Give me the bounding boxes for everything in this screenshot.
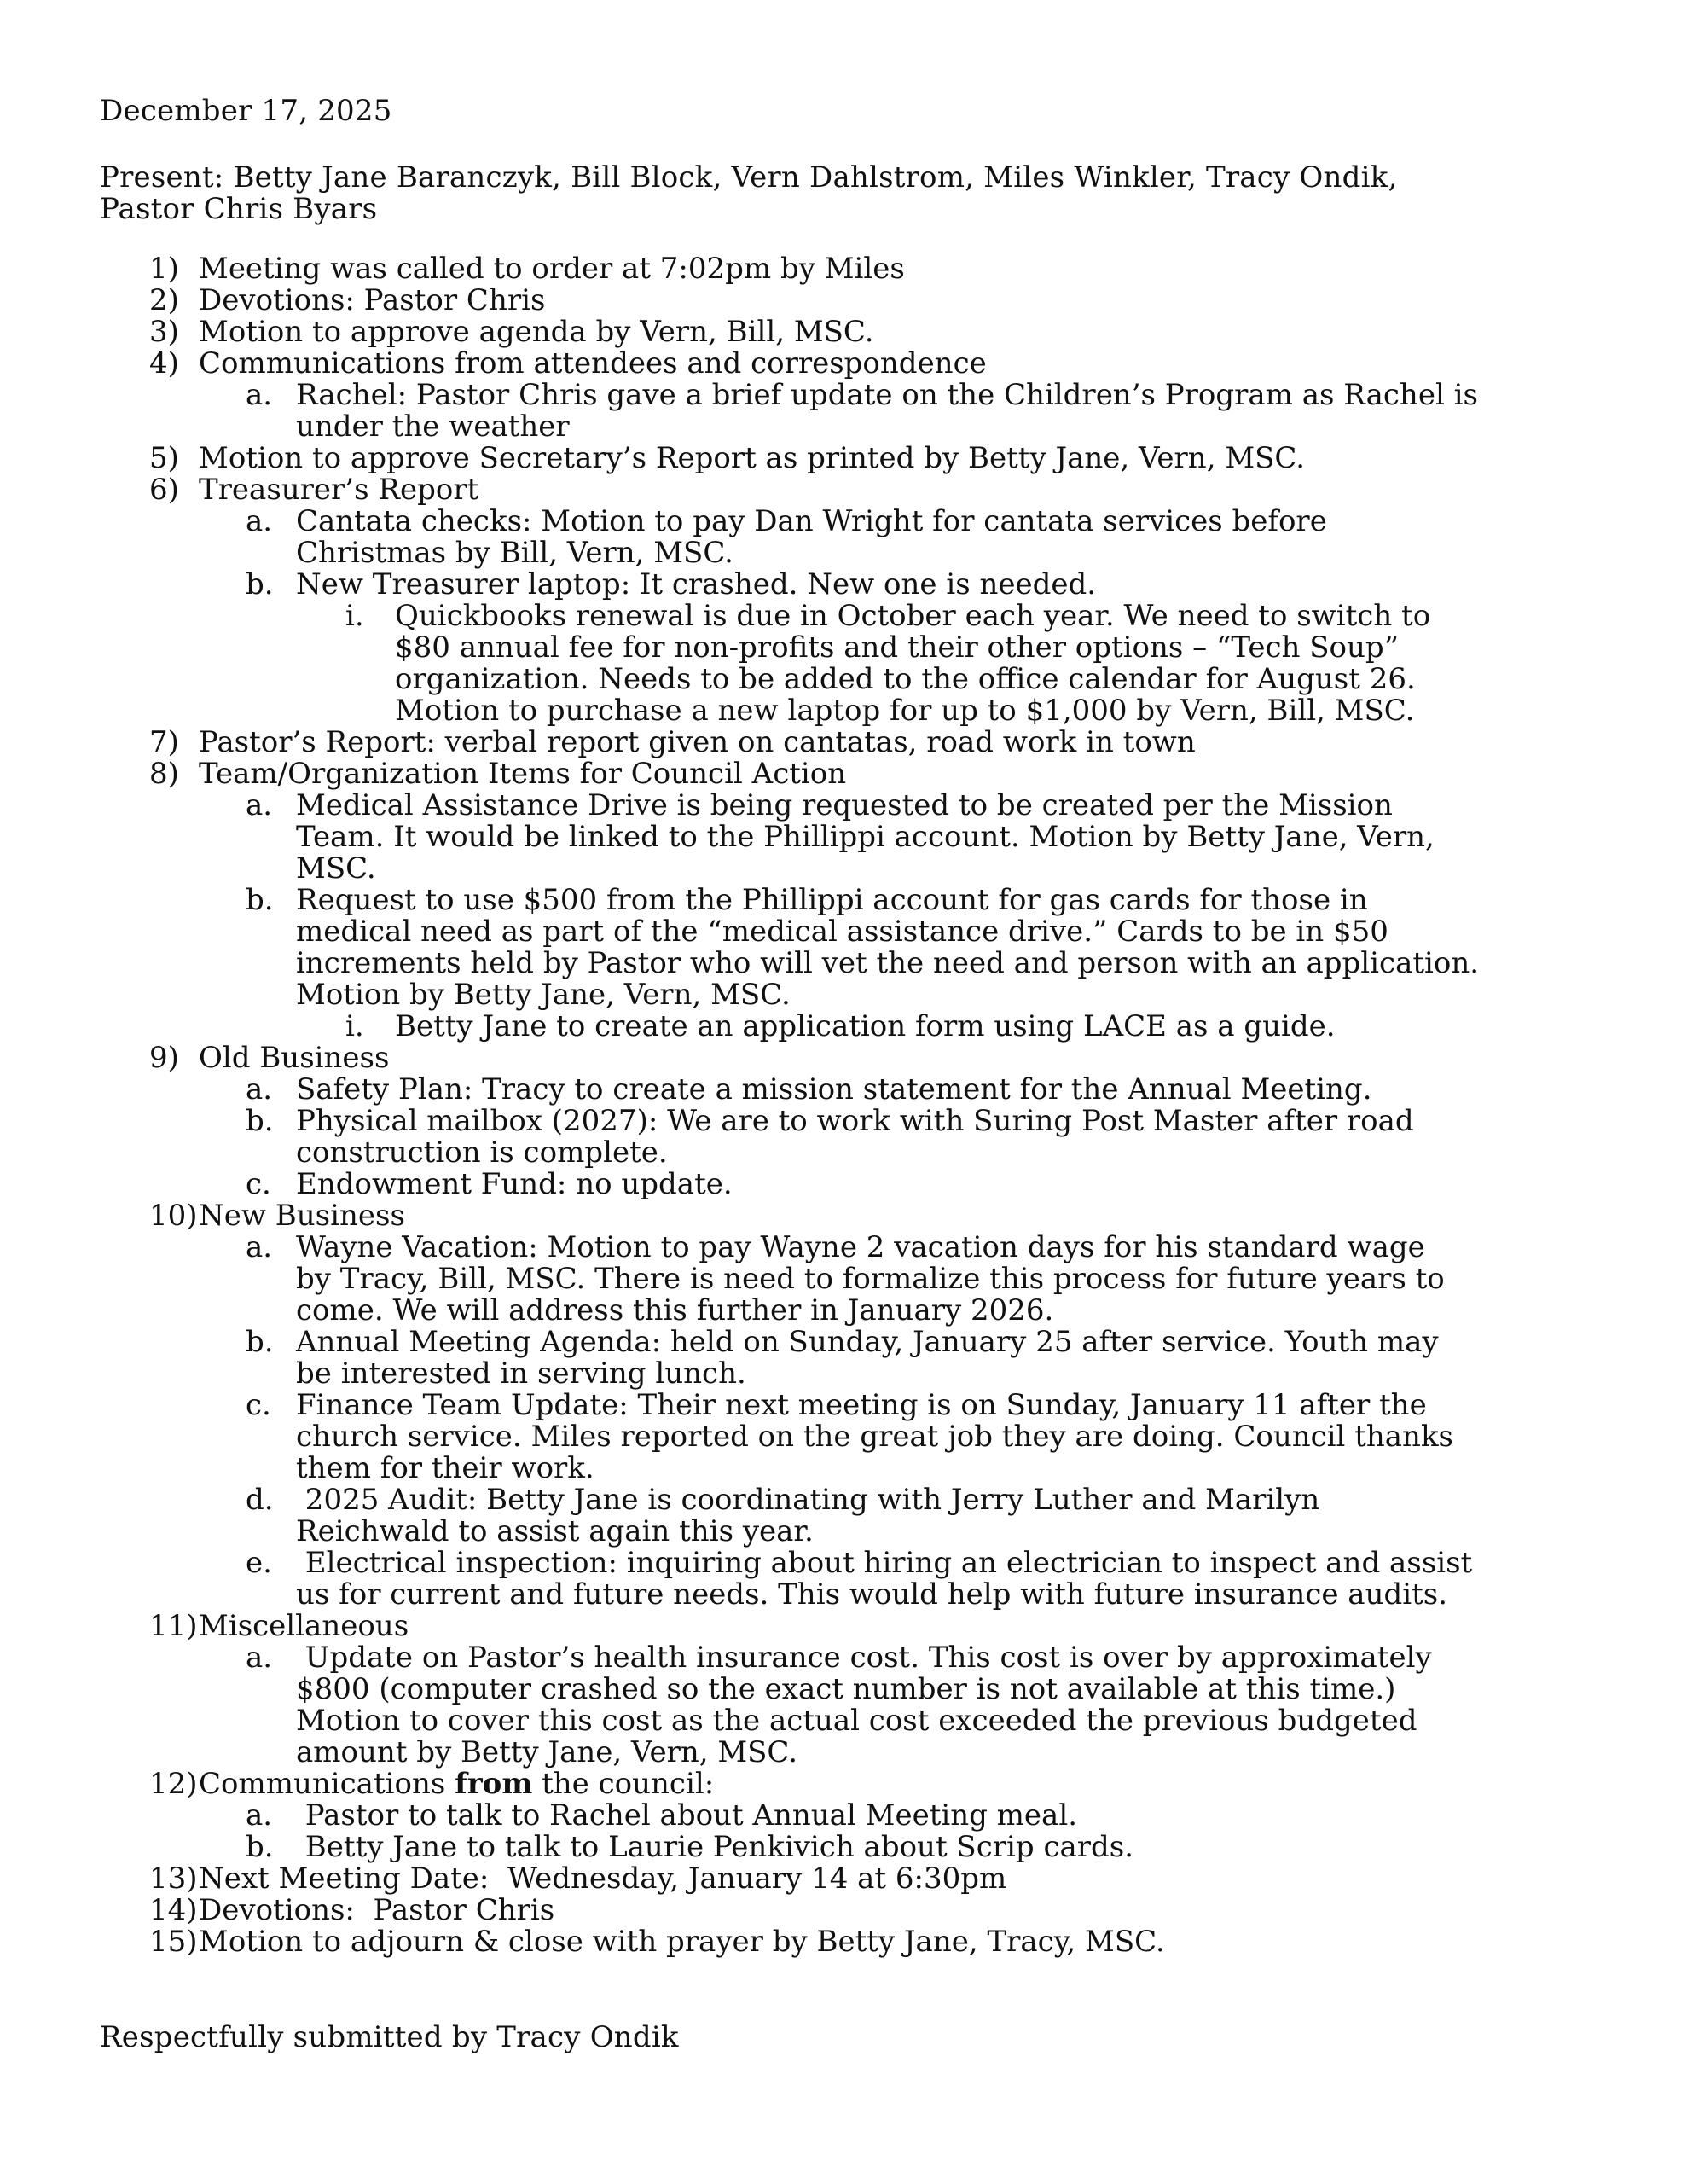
agenda-item-continuation bbox=[0, 948, 1687, 979]
agenda-item bbox=[0, 601, 1687, 632]
item-text: Finance Team Update: Their next meeting is on Sunday, January 11 after the bbox=[296, 1388, 1427, 1422]
item-number: a. bbox=[246, 504, 273, 538]
item-text: $800 (computer crashed so the exact number is not available at this time.) bbox=[296, 1672, 1396, 1706]
item-number: a. bbox=[246, 378, 273, 412]
agenda-item-continuation bbox=[0, 411, 1687, 443]
item-text: come. We will address this further in January 2026. bbox=[296, 1293, 1054, 1327]
agenda-item-continuation bbox=[0, 979, 1687, 1011]
agenda-item-continuation bbox=[0, 853, 1687, 885]
item-text: Motion to approve Secretary’s Report as printed by Betty Jane, Vern, MSC. bbox=[199, 441, 1306, 475]
item-number: 5) bbox=[149, 441, 179, 475]
item-number: 9) bbox=[149, 1041, 179, 1075]
item-text: them for their work. bbox=[296, 1451, 594, 1485]
item-number: c. bbox=[246, 1388, 271, 1422]
agenda-item bbox=[0, 1327, 1687, 1358]
item-number: b. bbox=[246, 1104, 274, 1138]
item-text: Annual Meeting Agenda: held on Sunday, January 25 after service. Youth may bbox=[296, 1325, 1439, 1359]
agenda-item bbox=[0, 443, 1687, 474]
agenda-item bbox=[0, 790, 1687, 822]
agenda-item bbox=[0, 380, 1687, 411]
item-text: Pastor to talk to Rachel about Annual Meeting meal. bbox=[296, 1798, 1078, 1833]
agenda-item bbox=[0, 1484, 1687, 1516]
item-text: Motion to cover this cost as the actual cost exceeded the previous budgeted bbox=[296, 1704, 1417, 1738]
agenda-item bbox=[0, 1043, 1687, 1074]
agenda-item-continuation bbox=[0, 1421, 1687, 1453]
item-text: Motion by Betty Jane, Vern, MSC. bbox=[296, 978, 791, 1012]
item-number: 14) bbox=[149, 1893, 198, 1927]
agenda-item bbox=[0, 1863, 1687, 1895]
item-text: Physical mailbox (2027): We are to work with Suring Post Master after road bbox=[296, 1104, 1414, 1138]
item-number: 7) bbox=[149, 725, 179, 759]
item-text: Motion to approve agenda by Vern, Bill, MSC. bbox=[199, 315, 874, 349]
item-text: medical need as part of the “medical assistance drive.” Cards to be in $50 bbox=[296, 915, 1388, 949]
item-text: under the weather bbox=[296, 410, 570, 444]
item-text: $80 annual fee for non-profits and their other options – “Tech Soup” bbox=[395, 630, 1400, 665]
agenda-item-continuation bbox=[0, 1674, 1687, 1705]
item-text: Betty Jane to create an application form using LACE as a guide. bbox=[395, 1009, 1336, 1043]
agenda-item bbox=[0, 1800, 1687, 1832]
item-number: a. bbox=[246, 1230, 273, 1264]
item-text: Update on Pastor’s health insurance cost. This cost is over by approximately bbox=[296, 1641, 1432, 1675]
item-text: Quickbooks renewal is due in October each year. We need to switch to bbox=[395, 599, 1431, 633]
agenda-item-continuation bbox=[0, 664, 1687, 695]
item-number: i. bbox=[345, 1009, 364, 1043]
item-text: Team. It would be linked to the Phillippi account. Motion by Betty Jane, Vern, bbox=[296, 820, 1435, 854]
agenda-item-continuation bbox=[0, 1737, 1687, 1769]
item-number: b. bbox=[246, 1325, 274, 1359]
item-text: Christmas by Bill, Vern, MSC. bbox=[296, 536, 733, 570]
agenda-item bbox=[0, 285, 1687, 317]
item-number: 12) bbox=[149, 1767, 198, 1801]
item-number: d. bbox=[246, 1483, 274, 1517]
agenda-item bbox=[0, 1548, 1687, 1579]
item-text: Miscellaneous bbox=[199, 1609, 409, 1643]
item-number: c. bbox=[246, 1167, 271, 1201]
item-number: a. bbox=[246, 788, 273, 822]
item-text: church service. Miles reported on the great job they are doing. Council thanks bbox=[296, 1420, 1453, 1454]
item-text: by Tracy, Bill, MSC. There is need to formalize this process for future years to bbox=[296, 1262, 1445, 1296]
item-text: Team/Organization Items for Council Action bbox=[199, 757, 847, 791]
item-number: 15) bbox=[149, 1925, 198, 1959]
agenda-item-continuation bbox=[0, 1263, 1687, 1295]
item-text: Devotions: Pastor Chris bbox=[199, 1893, 555, 1927]
item-number: a. bbox=[246, 1072, 273, 1107]
agenda-item-continuation bbox=[0, 1295, 1687, 1327]
agenda-item-continuation bbox=[0, 822, 1687, 853]
item-number: 8) bbox=[149, 757, 179, 791]
agenda-item-continuation bbox=[0, 1516, 1687, 1548]
item-text: 2025 Audit: Betty Jane is coordinating with Jerry Luther and Marilyn bbox=[296, 1483, 1320, 1517]
agenda-item bbox=[0, 474, 1687, 506]
agenda-item bbox=[0, 1074, 1687, 1106]
agenda-item bbox=[0, 569, 1687, 601]
item-text: Meeting was called to order at 7:02pm by Miles bbox=[199, 252, 905, 286]
agenda-item-continuation bbox=[0, 537, 1687, 569]
agenda-item-continuation bbox=[0, 1358, 1687, 1390]
agenda-item bbox=[0, 253, 1687, 285]
agenda-item bbox=[0, 1390, 1687, 1421]
agenda-item bbox=[0, 506, 1687, 537]
item-text: Communications from attendees and correspondence bbox=[199, 346, 987, 380]
agenda-list bbox=[0, 253, 1687, 1958]
item-text: Cantata checks: Motion to pay Dan Wright for cantata services before bbox=[296, 504, 1327, 538]
item-number: b. bbox=[246, 883, 274, 917]
item-text: Devotions: Pastor Chris bbox=[199, 283, 546, 317]
item-text: Reichwald to assist again this year. bbox=[296, 1514, 814, 1548]
item-text: construction is complete. bbox=[296, 1136, 668, 1170]
item-number: 6) bbox=[149, 473, 179, 507]
agenda-item-continuation bbox=[0, 1579, 1687, 1611]
item-text: Old Business bbox=[199, 1041, 390, 1075]
item-number: b. bbox=[246, 567, 274, 601]
item-number: 2) bbox=[149, 283, 179, 317]
item-text: Wayne Vacation: Motion to pay Wayne 2 vacation days for his standard wage bbox=[296, 1230, 1425, 1264]
agenda-item bbox=[0, 1106, 1687, 1137]
item-text: Communications from the council: bbox=[199, 1767, 715, 1801]
agenda-item bbox=[0, 1895, 1687, 1926]
item-number: 10) bbox=[149, 1199, 198, 1233]
agenda-item bbox=[0, 1926, 1687, 1958]
attendees-line: Present: Betty Jane Baranczyk, Bill Block, Vern Dahlstrom, Miles Winkler, Tracy Ondik, bbox=[100, 160, 1398, 195]
item-text: Motion to adjourn & close with prayer by Betty Jane, Tracy, MSC. bbox=[199, 1925, 1165, 1959]
item-text: Treasurer’s Report bbox=[199, 473, 479, 507]
agenda-item bbox=[0, 317, 1687, 348]
item-text: Betty Jane to talk to Laurie Penkivich about Scrip cards. bbox=[296, 1830, 1134, 1864]
signature-line: Respectfully submitted by Tracy Ondik bbox=[100, 2020, 679, 2054]
agenda-item bbox=[0, 1769, 1687, 1800]
item-text: Motion to purchase a new laptop for up to $1,000 by Vern, Bill, MSC. bbox=[395, 694, 1415, 728]
agenda-item-continuation bbox=[0, 1453, 1687, 1484]
item-text: Pastor’s Report: verbal report given on cantatas, road work in town bbox=[199, 725, 1196, 759]
item-number: a. bbox=[246, 1798, 273, 1833]
item-text: Electrical inspection: inquiring about hiring an electrician to inspect and assist bbox=[296, 1546, 1473, 1580]
item-text: increments held by Pastor who will vet the need and person with an application. bbox=[296, 946, 1480, 980]
agenda-item bbox=[0, 1200, 1687, 1232]
item-text: Safety Plan: Tracy to create a mission statement for the Annual Meeting. bbox=[296, 1072, 1372, 1107]
attendees bbox=[100, 162, 1397, 225]
item-text: New Treasurer laptop: It crashed. New one is needed. bbox=[296, 567, 1097, 601]
item-number: i. bbox=[345, 599, 364, 633]
item-text: Medical Assistance Drive is being requested to be created per the Mission bbox=[296, 788, 1393, 822]
item-text: Rachel: Pastor Chris gave a brief update on the Children’s Program as Rachel is bbox=[296, 378, 1478, 412]
item-number: a. bbox=[246, 1641, 273, 1675]
agenda-item bbox=[0, 1232, 1687, 1263]
item-number: 3) bbox=[149, 315, 179, 349]
item-number: 13) bbox=[149, 1862, 198, 1896]
item-number: 11) bbox=[149, 1609, 198, 1643]
item-text: Request to use $500 from the Phillippi account for gas cards for those in bbox=[296, 883, 1368, 917]
item-number: 4) bbox=[149, 346, 179, 380]
item-number: e. bbox=[246, 1546, 272, 1580]
agenda-item bbox=[0, 727, 1687, 758]
item-text: Next Meeting Date: Wednesday, January 14 at 6:30pm bbox=[199, 1862, 1007, 1896]
item-number: 1) bbox=[149, 252, 179, 286]
agenda-item bbox=[0, 348, 1687, 380]
agenda-item bbox=[0, 1011, 1687, 1043]
meeting-date: December 17, 2025 bbox=[100, 94, 392, 128]
item-text: us for current and future needs. This would help with future insurance audits. bbox=[296, 1577, 1448, 1612]
item-number: b. bbox=[246, 1830, 274, 1864]
agenda-item bbox=[0, 758, 1687, 790]
item-text: Endowment Fund: no update. bbox=[296, 1167, 733, 1201]
agenda-item-continuation bbox=[0, 695, 1687, 727]
agenda-item bbox=[0, 1832, 1687, 1863]
agenda-item bbox=[0, 1642, 1687, 1674]
agenda-item bbox=[0, 1169, 1687, 1200]
item-text: MSC. bbox=[296, 851, 376, 886]
agenda-item-continuation bbox=[0, 632, 1687, 664]
agenda-item bbox=[0, 885, 1687, 916]
item-text: amount by Betty Jane, Vern, MSC. bbox=[296, 1735, 798, 1769]
agenda-item-continuation bbox=[0, 916, 1687, 948]
agenda-item-continuation bbox=[0, 1137, 1687, 1169]
agenda-item bbox=[0, 1611, 1687, 1642]
attendees-line: Pastor Chris Byars bbox=[100, 192, 378, 226]
item-text: be interested in serving lunch. bbox=[296, 1356, 746, 1391]
item-text: New Business bbox=[199, 1199, 405, 1233]
item-text: organization. Needs to be added to the office calendar for August 26. bbox=[395, 662, 1416, 696]
agenda-item-continuation bbox=[0, 1705, 1687, 1737]
